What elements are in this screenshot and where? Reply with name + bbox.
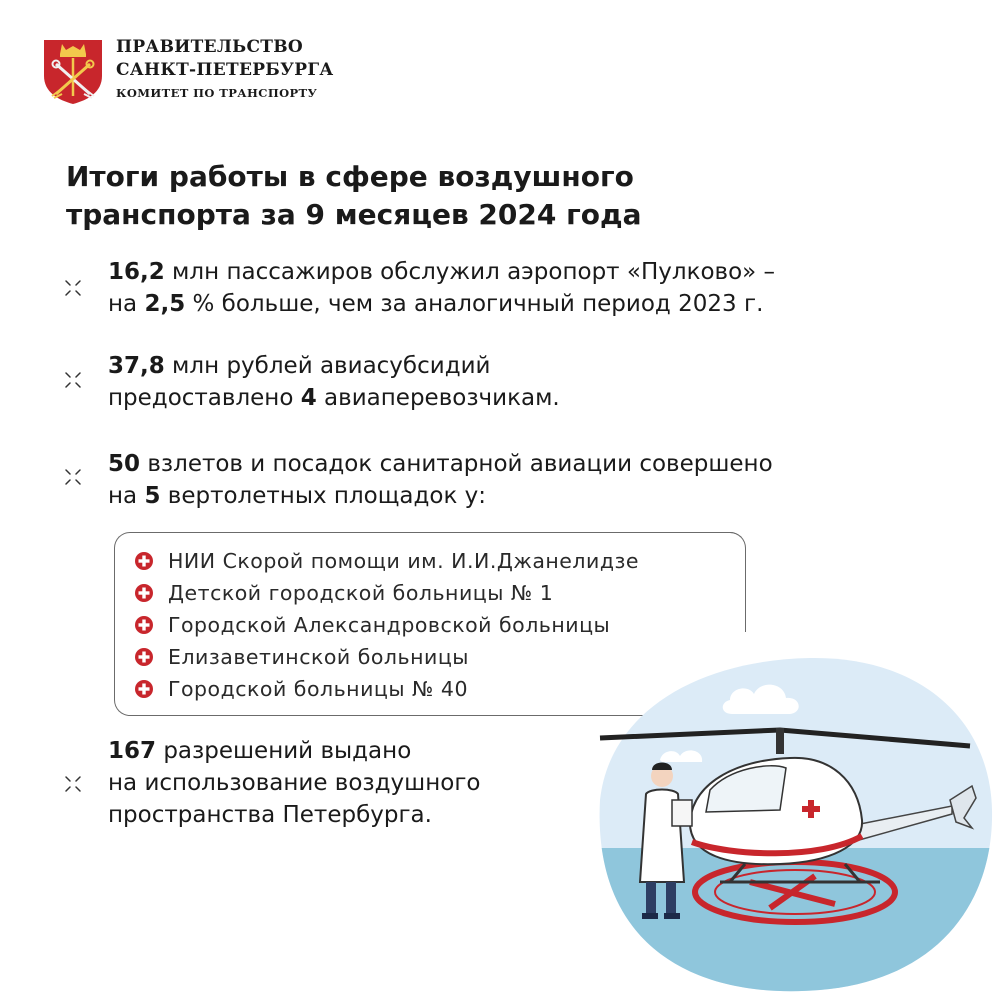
sparkle-bullet-icon — [64, 775, 82, 793]
stat-text: млн пассажиров обслужил аэропорт «Пулково» – — [164, 259, 776, 285]
stat-item-subsidies — [108, 350, 928, 414]
coat-of-arms-icon — [40, 36, 106, 106]
medical-helicopter-illustration — [580, 650, 1000, 998]
org-line-2: САНКТ-ПЕТЕРБУРГА — [116, 60, 334, 80]
hospital-list-frame-corner — [730, 532, 746, 632]
title-line-2: транспорта за 9 месяцев 2024 года — [66, 198, 642, 231]
stat-value: 5 — [144, 483, 161, 509]
red-cross-circle-icon — [134, 551, 154, 571]
stat-line-1 — [108, 448, 928, 480]
red-cross-circle-icon — [134, 583, 154, 603]
title-line-1: Итоги работы в сфере воздушного — [66, 160, 634, 193]
stat-line-1 — [108, 256, 928, 288]
org-line-1: ПРАВИТЕЛЬСТВО — [116, 37, 304, 57]
stat-value: 2,5 — [144, 291, 186, 317]
list-item-label: Елизаветинской больницы — [168, 645, 469, 669]
list-item — [134, 641, 639, 673]
stat-item-sanitary-aviation — [108, 448, 928, 512]
sparkle-bullet-icon — [64, 279, 82, 297]
list-item-label: НИИ Скорой помощи им. И.И.Джанелидзе — [168, 549, 640, 573]
stat-line-1 — [108, 735, 588, 767]
list-item — [134, 577, 639, 609]
hospital-list — [134, 545, 639, 705]
stat-value: 167 — [108, 738, 157, 764]
sparkle-bullet-icon — [64, 371, 82, 389]
stat-line-1 — [108, 350, 928, 382]
stat-value: 37,8 — [108, 353, 165, 379]
list-item — [134, 545, 639, 577]
page-title — [66, 158, 786, 234]
list-item-label: Городской больницы № 40 — [168, 677, 468, 701]
stat-text: вертолетных площадок у: — [160, 483, 487, 509]
org-line-3: КОМИТЕТ ПО ТРАНСПОРТУ — [116, 86, 318, 100]
list-item-label: Детской городской больницы № 1 — [168, 581, 554, 605]
stat-text: % больше, чем за аналогичный период 2023 г. — [185, 291, 764, 317]
org-name — [116, 36, 334, 101]
stat-item-permits — [108, 735, 588, 831]
stat-value: 16,2 — [108, 259, 165, 285]
stat-text: млн рублей авиасубсидий — [164, 353, 491, 379]
stat-text: взлетов и посадок санитарной авиации совершено — [140, 451, 773, 477]
stat-text: разрешений выдано — [156, 738, 412, 764]
stat-line-3: пространства Петербурга. — [108, 802, 432, 828]
stat-item-passengers — [108, 256, 928, 320]
sparkle-bullet-icon — [64, 468, 82, 486]
red-cross-circle-icon — [134, 679, 154, 699]
stat-text: авиаперевозчикам. — [316, 385, 560, 411]
red-cross-circle-icon — [134, 647, 154, 667]
list-item — [134, 673, 639, 705]
stat-line-2: на использование воздушного — [108, 770, 481, 796]
stat-text: на — [108, 483, 145, 509]
list-item-label: Городской Александровской больницы — [168, 613, 611, 637]
stat-text: на — [108, 291, 145, 317]
list-item — [134, 609, 639, 641]
stat-line-2 — [108, 382, 928, 414]
stat-line-2 — [108, 288, 928, 320]
stat-text: предоставлено — [108, 385, 301, 411]
stat-line-2 — [108, 480, 928, 512]
header — [40, 36, 334, 106]
red-cross-circle-icon — [134, 615, 154, 635]
stat-value: 50 — [108, 451, 141, 477]
stat-value: 4 — [300, 385, 317, 411]
